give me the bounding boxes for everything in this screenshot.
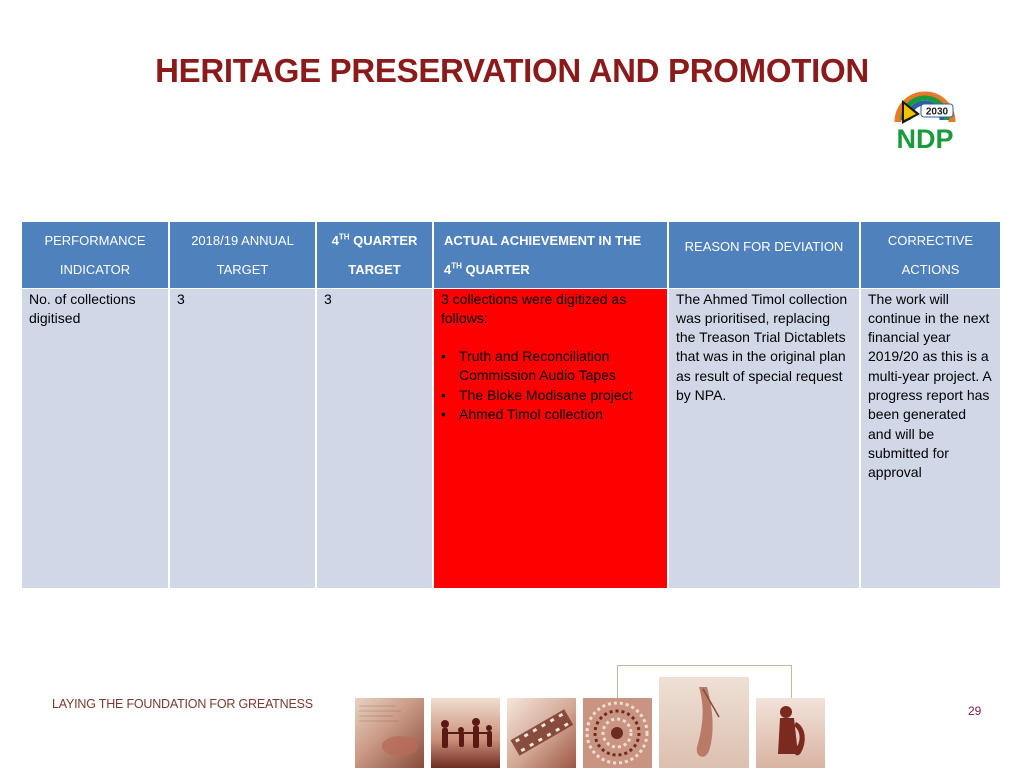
header-quarter-target: 4TH QUARTER TARGET [316,222,433,288]
table-header-row [22,222,1001,288]
reading-photo [355,698,424,768]
cell-annual-target: 3 [169,288,316,588]
header-annual-target: 2018/19 ANNUAL TARGET [169,222,316,288]
header-performance-indicator: PERFORMANCE INDICATOR [22,222,169,288]
family-silhouette-photo [431,698,500,768]
ballet-shoes-photo [659,677,749,768]
cell-corrective-actions: The work will continue in the next financial year 2019/20 as this is a multi-year project. A progress report has been generated and will be submitted for approval [860,288,1001,588]
list-item: • Truth and Reconciliation Commission Audio Tapes [441,347,660,386]
beadwork-photo [583,698,652,768]
page-title: HERITAGE PRESERVATION AND PROMOTION [155,52,869,89]
svg-text:NDP: NDP [896,124,954,154]
svg-text:2030: 2030 [925,106,949,118]
footer-tagline: LAYING THE FOUNDATION FOR GREATNESS [52,697,313,711]
header-corrective-actions: CORRECTIVE ACTIONS [860,222,1001,288]
cell-indicator: No. of collections digitised [22,288,169,588]
page-number: 29 [968,704,982,718]
performance-table [22,222,1002,588]
cell-reason-for-deviation: The Ahmed Timol collection was prioritised, replacing the Treason Trial Dictablets that was in the original plan as result of special request by NPA. [668,288,860,588]
cell-actual-achievement [433,288,668,588]
film-reel-photo [507,698,576,768]
list-item: • The Bloke Modisane project [441,386,660,405]
saxophone-player-photo [756,698,825,768]
cell-quarter-target: 3 [316,288,433,588]
footer-image-strip [355,665,835,768]
actual-intro-text: 3 collections were digitized as follows: [441,290,627,326]
table-row [22,288,1001,588]
collections-list [441,347,660,424]
header-reason-for-deviation: REASON FOR DEVIATION [668,222,860,288]
ndp-2030-logo [888,84,962,154]
list-item: • Ahmed Timol collection [441,405,660,424]
header-actual-achievement: ACTUAL ACHIEVEMENT IN THE 4TH QUARTER [433,222,668,288]
